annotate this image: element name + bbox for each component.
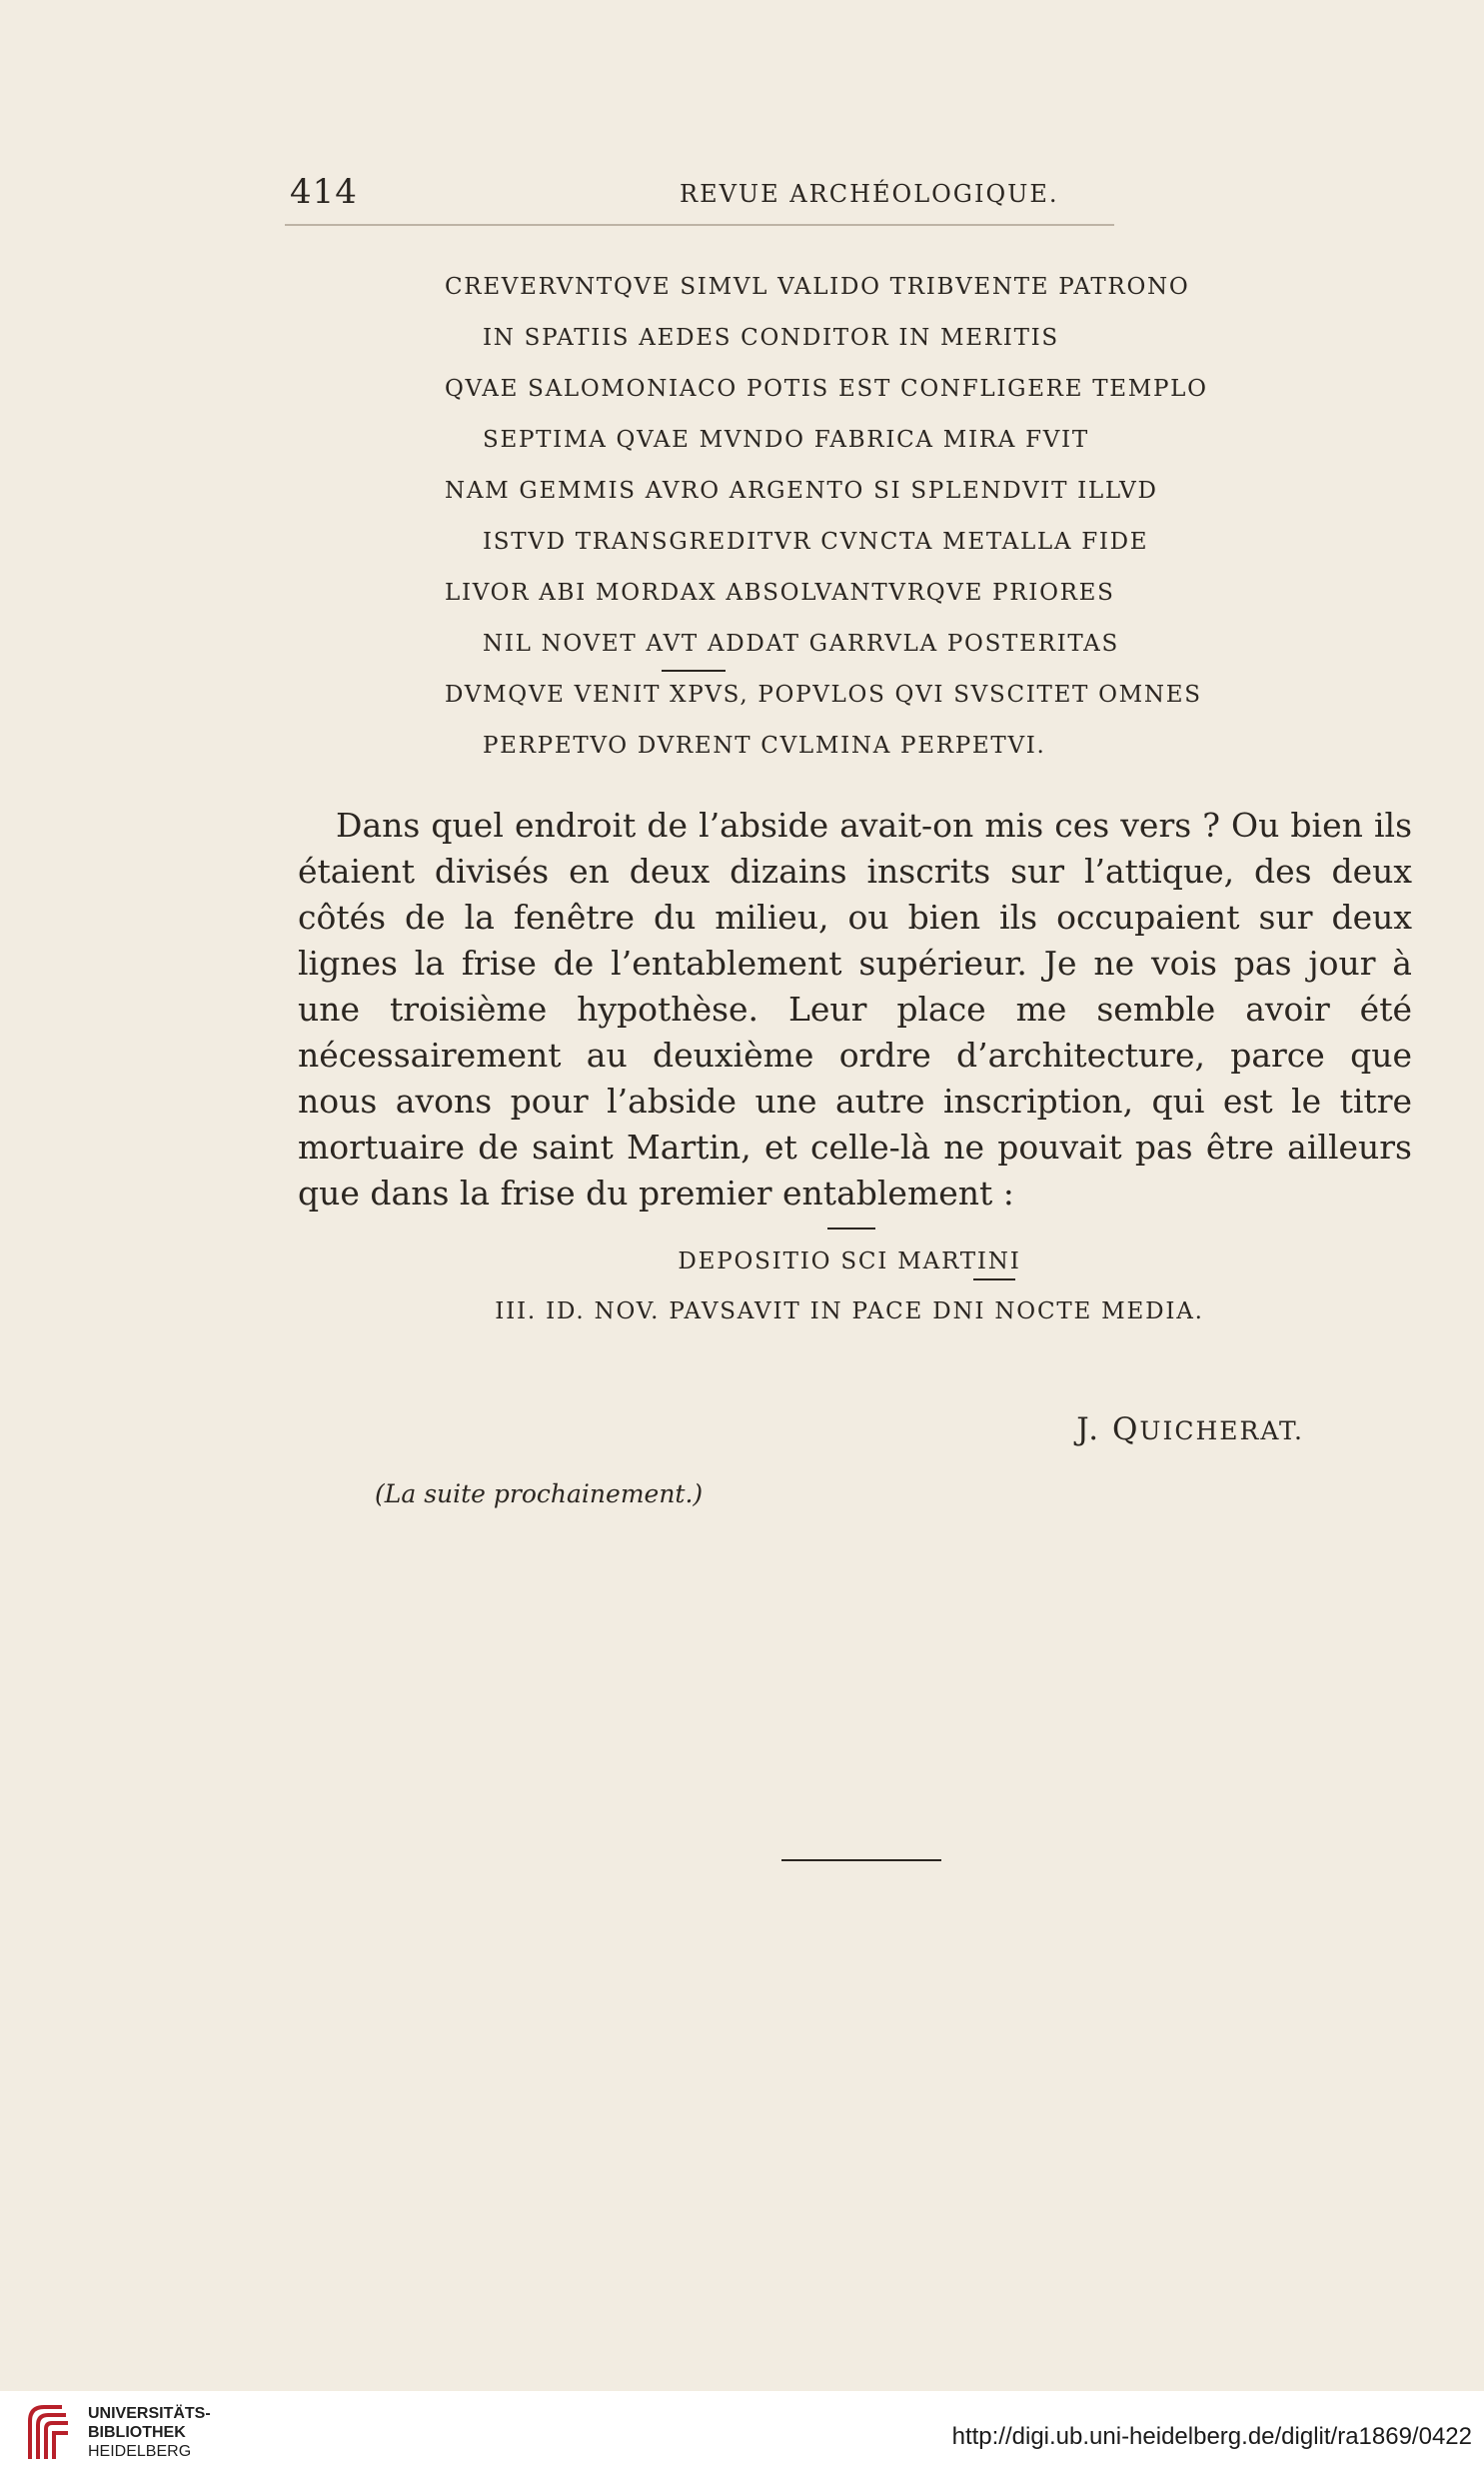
verse-line: NAM GEMMIS AVRO ARGENTO SI SPLENDVIT ILLVD bbox=[445, 478, 1158, 504]
verse-line: NIL NOVET AVT ADDAT GARRVLA POSTERITAS bbox=[483, 631, 1119, 657]
epitaph-line: III. ID. NOV. PAVSAVIT IN PACE DNI NOCTE MEDIA. bbox=[495, 1298, 1204, 1324]
body-paragraph bbox=[298, 803, 1412, 1217]
abbreviation-overline bbox=[827, 1228, 875, 1230]
library-name-line: HEIDELBERG bbox=[88, 2443, 192, 2460]
signature-initial: J. Q bbox=[1076, 1411, 1140, 1447]
verse-line: PERPETVO DVRENT CVLMINA PERPETVI. bbox=[483, 733, 1046, 759]
source-url-link[interactable]: http://digi.ub.uni-heidelberg.de/diglit/ra1869/0422 bbox=[951, 2423, 1472, 2450]
verse-line: CREVERVNTQVE SIMVL VALIDO TRIBVENTE PATRONO bbox=[445, 274, 1190, 300]
abbreviation-overline bbox=[973, 1278, 1015, 1280]
epitaph-line: DEPOSITIO SCI MARTINI bbox=[678, 1248, 1021, 1274]
verse-line: SEPTIMA QVAE MVNDO FABRICA MIRA FVIT bbox=[483, 427, 1089, 453]
header-rule bbox=[285, 224, 1114, 226]
paragraph-text: Dans quel endroit de l’abside avait-on mis ces vers ? Ou bien ils étaient divisés en deux dizains inscrits sur l’attique, des deux côtés de la fenêtre du milieu, ou bien ils occupaient sur deux lignes la frise de l’entablement supérieur. Je ne vois pas jour à une troisième hypothèse. Leur place me semble avoir été nécessairement au deuxième ordre d’architecture, parce que nous avons pour l’abside une autre inscription, qui est le titre mortuaire de saint Martin, et celle-là ne pouvait pas être ailleurs que dans la frise du premier entablement : bbox=[298, 806, 1412, 1213]
verse-line: DVMQVE VENIT XPVS, POPVLOS QVI SVSCITET OMNES bbox=[445, 682, 1202, 708]
verse-line: LIVOR ABI MORDAX ABSOLVANTVRQVE PRIORES bbox=[445, 580, 1115, 606]
end-rule bbox=[781, 1859, 941, 1861]
verse-inscription bbox=[445, 262, 1324, 772]
running-head: REVUE ARCHÉOLOGIQUE. bbox=[680, 180, 1059, 208]
library-logo-icon bbox=[22, 2399, 74, 2469]
verse-line: ISTVD TRANSGREDITVR CVNCTA METALLA FIDE bbox=[483, 529, 1149, 555]
page-header bbox=[290, 172, 1109, 216]
verse-line: QVAE SALOMONIACO POTIS EST CONFLIGERE TEMPLO bbox=[445, 376, 1208, 402]
library-name-line: UNIVERSITÄTS- bbox=[88, 2405, 211, 2422]
page-number: 414 bbox=[290, 172, 358, 212]
epitaph-inscription bbox=[290, 1237, 1409, 1336]
abbreviation-overline bbox=[662, 670, 726, 672]
library-name-line: BIBLIOTHEK bbox=[88, 2424, 186, 2441]
signature-rest: UICHERAT. bbox=[1139, 1416, 1304, 1445]
verse-line: IN SPATIIS AEDES CONDITOR IN MERITIS bbox=[483, 325, 1059, 351]
author-signature bbox=[1076, 1411, 1304, 1447]
library-name bbox=[88, 2404, 211, 2461]
continued-note: (La suite prochainement.) bbox=[375, 1479, 704, 1508]
